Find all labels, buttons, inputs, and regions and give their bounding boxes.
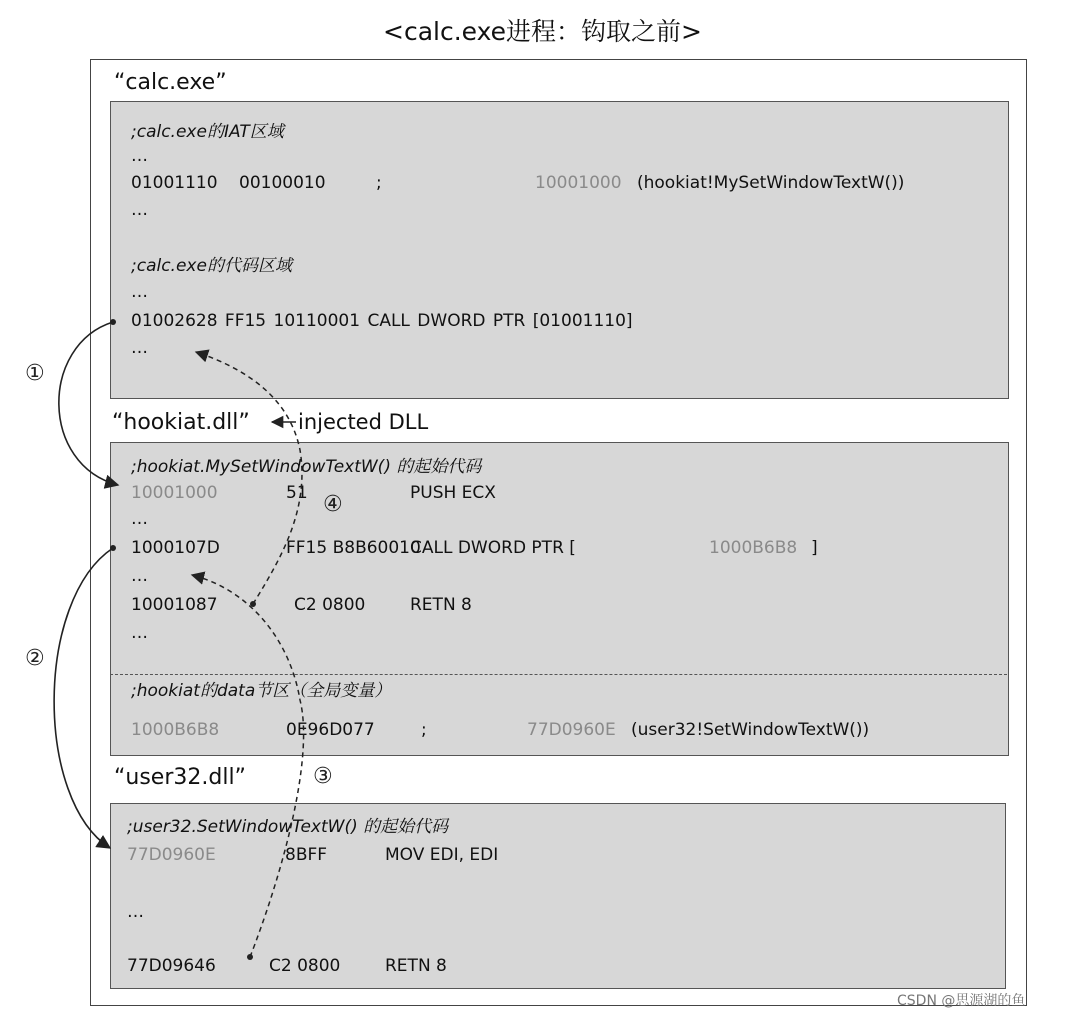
user32-mov-instruction: MOV EDI, EDI	[385, 845, 499, 865]
step-1-marker: ①	[25, 361, 45, 386]
injected-dll-note: injected DLL	[298, 410, 429, 434]
user32-function-header: ;user32.SetWindowTextW() 的起始代码	[127, 817, 449, 837]
user32-ellipsis: …	[127, 902, 146, 922]
iat-ellipsis-top: …	[131, 146, 150, 166]
step-3-marker: ③	[313, 764, 333, 789]
hook-retn-address: 10001087	[131, 595, 218, 615]
hook-function-header: ;hookiat.MySetWindowTextW() 的起始代码	[131, 457, 482, 477]
data-section-header: ;hookiat的data节区（全局变量）	[131, 681, 392, 701]
iat-entry-address: 01001110	[131, 173, 218, 193]
iat-ellipsis-bottom: …	[131, 200, 150, 220]
iat-entry-hooked-address: 10001000	[535, 173, 622, 193]
call-instruction: 01002628 FF15 10110001 CALL DWORD PTR [01001110]	[131, 311, 633, 331]
hook-call-bracket: ]	[811, 538, 818, 558]
data-section-divider	[110, 674, 1007, 675]
step-2-marker: ②	[25, 646, 45, 671]
user32-mov-opcode: 8BFF	[285, 845, 328, 865]
csdn-watermark: CSDN @思源湖的鱼	[897, 993, 1026, 1009]
calc-exe-label: “calc.exe”	[114, 70, 227, 95]
hook-call-address: 1000107D	[131, 538, 220, 558]
global-var-target-address: 77D0960E	[527, 720, 616, 740]
hook-retn-opcode: C2 0800	[294, 595, 366, 615]
hook-ellipsis-2: …	[131, 566, 150, 586]
code-ellipsis-top: …	[131, 282, 150, 302]
code-region-header: ;calc.exe的代码区域	[131, 256, 292, 276]
global-var-separator: ;	[421, 720, 427, 740]
iat-entry-separator: ;	[376, 173, 382, 193]
user32-mov-address: 77D0960E	[127, 845, 216, 865]
hook-call-instruction: CALL DWORD PTR [	[410, 538, 576, 558]
hookiat-dll-label: “hookiat.dll”	[112, 410, 250, 435]
code-ellipsis-bottom: …	[131, 338, 150, 358]
hook-ellipsis-3: …	[131, 623, 150, 643]
diagram-title: <calc.exe进程：钩取之前>	[383, 17, 702, 46]
iat-entry-hooked-function: (hookiat!MySetWindowTextW())	[637, 173, 905, 193]
global-var-address: 1000B6B8	[131, 720, 220, 740]
hook-call-opcode: FF15 B8B60010	[286, 538, 421, 558]
hookiat-dll-panel	[110, 442, 1009, 756]
user32-retn-address: 77D09646	[127, 956, 216, 976]
hook-call-pointer: 1000B6B8	[709, 538, 798, 558]
global-var-value: 0E96D077	[286, 720, 375, 740]
push-ecx-instruction: PUSH ECX	[410, 483, 496, 503]
hook-retn-instruction: RETN 8	[410, 595, 472, 615]
push-ecx-opcode: 51	[286, 483, 308, 503]
user32-dll-label: “user32.dll”	[114, 765, 246, 790]
iat-entry-original-value: 00100010	[239, 173, 326, 193]
user32-retn-instruction: RETN 8	[385, 956, 447, 976]
iat-region-header: ;calc.exe的IAT区域	[131, 122, 284, 142]
user32-retn-opcode: C2 0800	[269, 956, 341, 976]
calc-exe-panel	[110, 101, 1009, 399]
push-ecx-address: 10001000	[131, 483, 218, 503]
user32-dll-panel	[110, 803, 1006, 989]
global-var-target-function: (user32!SetWindowTextW())	[631, 720, 870, 740]
step-4-marker: ④	[323, 492, 343, 517]
hook-ellipsis-1: …	[131, 509, 150, 529]
